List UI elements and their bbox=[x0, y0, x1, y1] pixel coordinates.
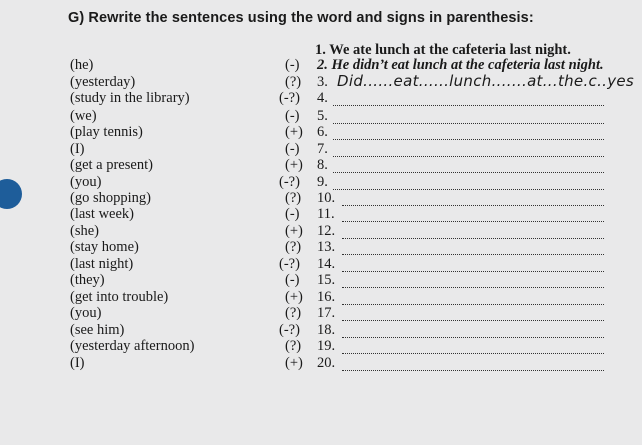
item-number: 10. bbox=[317, 190, 336, 206]
hint-word: (see him) bbox=[70, 322, 125, 338]
hint-word: (yesterday afternoon) bbox=[70, 338, 195, 354]
answer-line[interactable] bbox=[342, 320, 604, 321]
item-number: 5. bbox=[317, 108, 328, 124]
hint-word: (get a present) bbox=[70, 157, 153, 173]
hint-word: (get into trouble) bbox=[70, 289, 169, 305]
item-number: 15. bbox=[317, 272, 336, 288]
sign-marker: (-) bbox=[285, 141, 300, 157]
hint-word: (yesterday) bbox=[70, 74, 136, 90]
item-number: 6. bbox=[317, 124, 328, 140]
item-number: 17. bbox=[317, 305, 336, 321]
hint-word: (go shopping) bbox=[70, 190, 151, 206]
hint-word: (I) bbox=[70, 355, 85, 371]
answer-line[interactable] bbox=[333, 123, 604, 124]
answer-line[interactable] bbox=[342, 304, 604, 305]
item-number: 12. bbox=[317, 223, 336, 239]
sign-marker: (-) bbox=[285, 272, 300, 288]
answer-line[interactable] bbox=[342, 287, 604, 288]
answer-line[interactable] bbox=[342, 353, 604, 354]
item-number: 8. bbox=[317, 157, 328, 173]
answer-line[interactable] bbox=[342, 238, 604, 239]
sign-marker: (-?) bbox=[279, 174, 300, 190]
hint-word: (he) bbox=[70, 57, 94, 73]
hint-word: (stay home) bbox=[70, 239, 139, 255]
answer-line[interactable] bbox=[333, 189, 604, 190]
hint-word: (last week) bbox=[70, 206, 135, 222]
sign-marker: (-?) bbox=[279, 90, 300, 106]
answer-line[interactable] bbox=[342, 221, 604, 222]
hole-punch-mark bbox=[0, 179, 22, 209]
answer-line[interactable] bbox=[333, 172, 604, 173]
hint-word: (she) bbox=[70, 223, 99, 239]
hint-word: (I) bbox=[70, 141, 85, 157]
sign-marker: (?) bbox=[285, 239, 302, 255]
item-number: 19. bbox=[317, 338, 336, 354]
sign-marker: (?) bbox=[285, 305, 302, 321]
answer-line[interactable] bbox=[342, 254, 604, 255]
answer-line[interactable] bbox=[333, 156, 604, 157]
sign-marker: (?) bbox=[285, 74, 302, 90]
sign-marker: (+) bbox=[285, 223, 303, 239]
answer-line[interactable] bbox=[342, 205, 604, 206]
answer-line[interactable] bbox=[333, 105, 604, 106]
item-number: 13. bbox=[317, 239, 336, 255]
item-number: 16. bbox=[317, 289, 336, 305]
sign-marker: (-) bbox=[285, 57, 300, 73]
sign-marker: (-) bbox=[285, 206, 300, 222]
sign-marker: (-?) bbox=[279, 256, 300, 272]
hint-word: (you) bbox=[70, 174, 102, 190]
hint-word: (play tennis) bbox=[70, 124, 143, 140]
example-sentence-2: 2. He didn’t eat lunch at the cafeteria last night. bbox=[317, 57, 604, 73]
item-number: 9. bbox=[317, 174, 328, 190]
item-number: 18. bbox=[317, 322, 336, 338]
sign-marker: (-?) bbox=[279, 322, 300, 338]
item-number: 7. bbox=[317, 141, 328, 157]
hint-word: (you) bbox=[70, 305, 102, 321]
answer-line[interactable] bbox=[333, 139, 604, 140]
sign-marker: (+) bbox=[285, 157, 303, 173]
answer-line[interactable] bbox=[342, 370, 604, 371]
sign-marker: (-) bbox=[285, 108, 300, 124]
sign-marker: (+) bbox=[285, 355, 303, 371]
hint-word: (they) bbox=[70, 272, 105, 288]
hint-word: (last night) bbox=[70, 256, 134, 272]
hint-word: (study in the library) bbox=[70, 90, 190, 106]
item-number: 11. bbox=[317, 206, 335, 222]
sign-marker: (+) bbox=[285, 289, 303, 305]
item-number: 3. bbox=[317, 74, 328, 90]
hint-word: (we) bbox=[70, 108, 97, 124]
sign-marker: (?) bbox=[285, 190, 302, 206]
item-number: 14. bbox=[317, 256, 336, 272]
handwritten-answer-3: Did......eat......lunch.......at...the.c..yes bbox=[337, 72, 635, 90]
answer-line[interactable] bbox=[342, 337, 604, 338]
item-number: 20. bbox=[317, 355, 336, 371]
sign-marker: (+) bbox=[285, 124, 303, 140]
example-sentence-1: 1. We ate lunch at the cafeteria last night. bbox=[315, 42, 571, 58]
sign-marker: (?) bbox=[285, 338, 302, 354]
answer-line[interactable] bbox=[342, 271, 604, 272]
exercise-heading: G) Rewrite the sentences using the word and signs in parenthesis: bbox=[68, 10, 534, 26]
item-number: 4. bbox=[317, 90, 328, 106]
